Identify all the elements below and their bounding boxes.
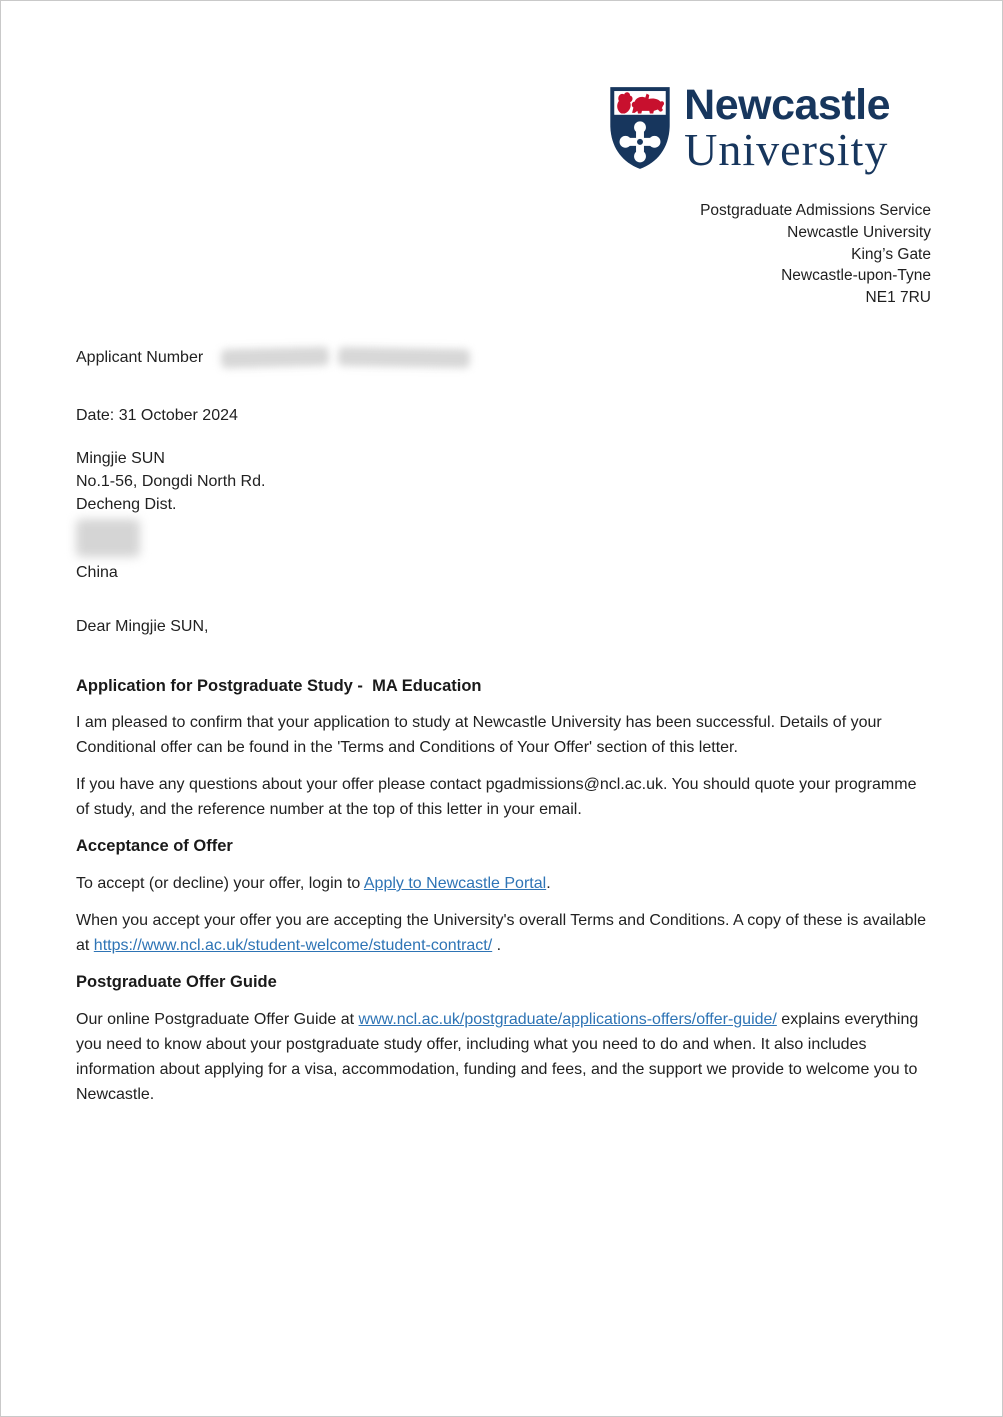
applicant-number-label: Applicant Number (76, 349, 204, 366)
subject-heading: Application for Postgraduate Study - MA Education (76, 677, 482, 695)
accept-text-pre: To accept (or decline) your offer, login to (76, 875, 364, 892)
sender-address-line: NE1 7RU (865, 289, 931, 307)
sender-address-block (700, 200, 931, 309)
recipient-address-block (76, 447, 933, 584)
letter-body (76, 345, 933, 1119)
sender-address-line: King’s Gate (851, 245, 931, 263)
redacted-city (76, 519, 140, 557)
guide-text-post: explains everything you need to know about your postgraduate study offer, including what you need to do and when. It also includes information about applying for a visa, accommodation, funding and fees, and the support we provide to welcome you to Newcastle. (76, 1011, 919, 1103)
terms-text-pre: When you accept your offer you are accepting the University's overall Terms and Conditions. A copy of these is available at (76, 912, 927, 954)
redacted-applicant-number (221, 347, 329, 369)
brand-name-line1: Newcastle (684, 81, 890, 129)
paragraph-offer-success: I am pleased to confirm that your application to study at Newcastle University has been successful. Details of your Conditional offer can be found in the 'Terms and Conditions of Your Offer' section of this letter. (76, 714, 882, 756)
apply-portal-link[interactable]: Apply to Newcastle Portal (363, 875, 547, 892)
recipient-street: No.1-56, Dongdi North Rd. (76, 473, 266, 490)
university-logo (607, 81, 890, 175)
paragraph-terms (76, 908, 933, 958)
terms-text-post: . (492, 937, 502, 954)
recipient-district: Decheng Dist. (76, 496, 177, 513)
applicant-number-row (76, 345, 933, 370)
student-contract-link[interactable]: https://www.ncl.ac.uk/student-welcome/student-contract/ (93, 937, 493, 954)
guide-text-pre: Our online Postgraduate Offer Guide at (76, 1011, 359, 1028)
paragraph-questions: If you have any questions about your offer please contact pgadmissions@ncl.ac.uk. You should quote your programme of study, and the reference number at the top of this letter in your email. (76, 776, 917, 818)
university-shield-icon (607, 85, 673, 171)
acceptance-heading: Acceptance of Offer (76, 837, 233, 855)
letter-date: Date: 31 October 2024 (76, 407, 238, 424)
university-wordmark (684, 81, 890, 175)
salutation: Dear Mingjie SUN, (76, 618, 209, 635)
redacted-applicant-number (338, 347, 470, 368)
brand-name-line2: University (684, 124, 889, 175)
sender-address-line: Newcastle-upon-Tyne (781, 267, 931, 285)
offer-guide-heading: Postgraduate Offer Guide (76, 973, 277, 991)
paragraph-accept (76, 871, 933, 896)
sender-address-line: Newcastle University (787, 223, 931, 241)
accept-text-post: . (546, 875, 551, 892)
recipient-country: China (76, 564, 118, 581)
recipient-name: Mingjie SUN (76, 450, 165, 467)
offer-guide-link[interactable]: www.ncl.ac.uk/postgraduate/applications-offers/offer-guide/ (358, 1011, 777, 1028)
paragraph-offer-guide (76, 1007, 933, 1107)
sender-address-line: Postgraduate Admissions Service (700, 202, 931, 219)
